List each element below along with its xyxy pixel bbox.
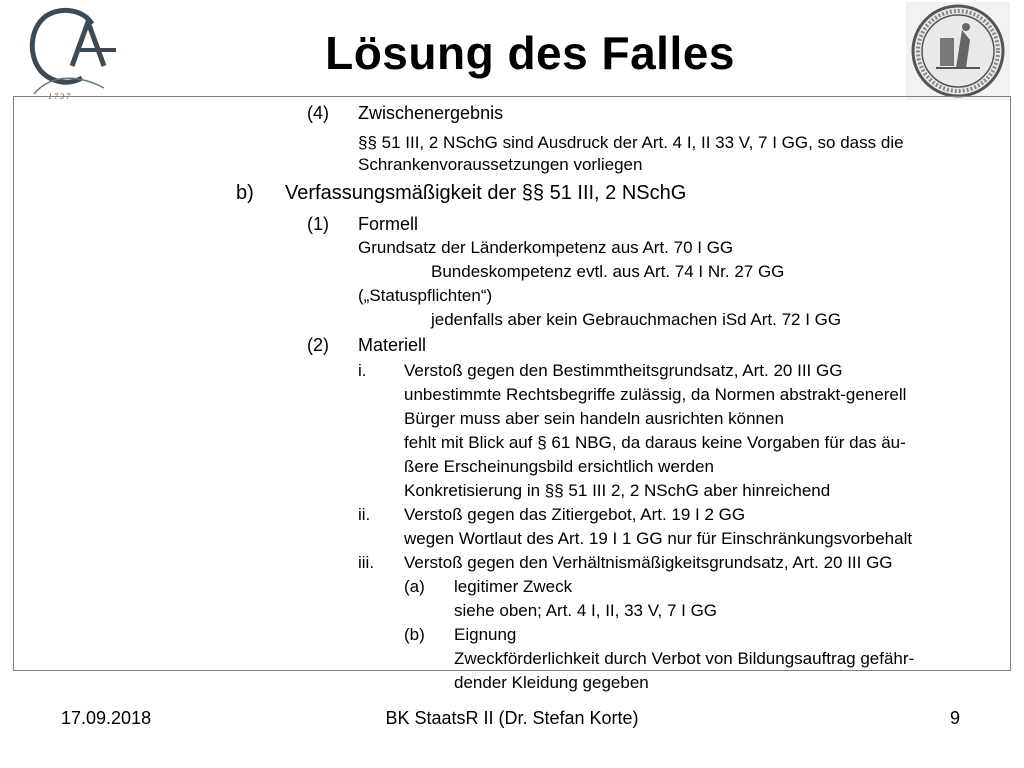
sub-item-letter: (b) bbox=[404, 625, 425, 644]
body-text: Konkretisierung in §§ 51 III 2, 2 NSchG aber hinreichend bbox=[404, 481, 831, 500]
body-text: ßere Erscheinungsbild ersichtlich werden bbox=[404, 457, 714, 476]
roman-number: ii. bbox=[358, 505, 371, 524]
item-number: (4) bbox=[307, 103, 329, 123]
body-text: Verstoß gegen den Bestimmtheitsgrundsatz, Art. 20 III GG bbox=[404, 361, 843, 380]
section-heading: Verfassungsmäßigkeit der §§ 51 III, 2 NSchG bbox=[285, 182, 687, 204]
body-text: Bundeskompetenz evtl. aus Art. 74 I Nr. 27 GG bbox=[431, 262, 785, 281]
body-text: Verstoß gegen das Zitiergebot, Art. 19 I 2 GG bbox=[404, 505, 746, 524]
item-number: (1) bbox=[307, 214, 329, 234]
body-text: siehe oben; Art. 4 I, II, 33 V, 7 I GG bbox=[454, 601, 718, 620]
logo-year: 1 7 3 7 bbox=[48, 92, 70, 101]
body-text: wegen Wortlaut des Art. 19 I 1 GG nur für Einschränkungsvorbehalt bbox=[404, 529, 913, 548]
roman-number: iii. bbox=[358, 553, 375, 572]
item-heading: Materiell bbox=[358, 335, 427, 355]
item-heading: Zwischenergebnis bbox=[358, 103, 504, 123]
body-text: §§ 51 III, 2 NSchG sind Ausdruck der Art. 4 I, II 33 V, 7 I GG, so dass die bbox=[358, 133, 904, 152]
body-text: Schrankenvoraussetzungen vorliegen bbox=[358, 155, 643, 174]
body-text: fehlt mit Blick auf § 61 NBG, da daraus keine Vorgaben für das äu- bbox=[404, 433, 906, 452]
roman-number: i. bbox=[358, 361, 367, 380]
item-number: (2) bbox=[307, 335, 329, 355]
footer-date: 17.09.2018 bbox=[61, 708, 152, 728]
footer-page-number: 9 bbox=[950, 708, 961, 728]
body-text: („Statuspflichten“) bbox=[358, 286, 493, 305]
body-text: jedenfalls aber kein Gebrauchmachen iSd Art. 72 I GG bbox=[431, 310, 842, 329]
body-text: legitimer Zweck bbox=[454, 577, 573, 596]
body-text: Eignung bbox=[454, 625, 517, 644]
item-heading: Formell bbox=[358, 214, 419, 234]
sub-item-letter: (a) bbox=[404, 577, 425, 596]
section-letter: b) bbox=[236, 182, 254, 204]
body-text: Verstoß gegen den Verhältnismäßigkeitsgrundsatz, Art. 20 III GG bbox=[404, 553, 893, 572]
body-text: unbestimmte Rechtsbegriffe zulässig, da Normen abstrakt-generell bbox=[404, 385, 907, 404]
body-text: Grundsatz der Länderkompetenz aus Art. 70 I GG bbox=[358, 238, 734, 257]
body-text: Bürger muss aber sein handeln ausrichten können bbox=[404, 409, 784, 428]
slide-title: Lösung des Falles bbox=[325, 27, 735, 79]
body-text: Zweckförderlichkeit durch Verbot von Bildungsauftrag gefähr- bbox=[454, 649, 915, 668]
body-text: dender Kleidung gegeben bbox=[454, 673, 649, 692]
footer-course: BK StaatsR II (Dr. Stefan Korte) bbox=[385, 708, 639, 728]
